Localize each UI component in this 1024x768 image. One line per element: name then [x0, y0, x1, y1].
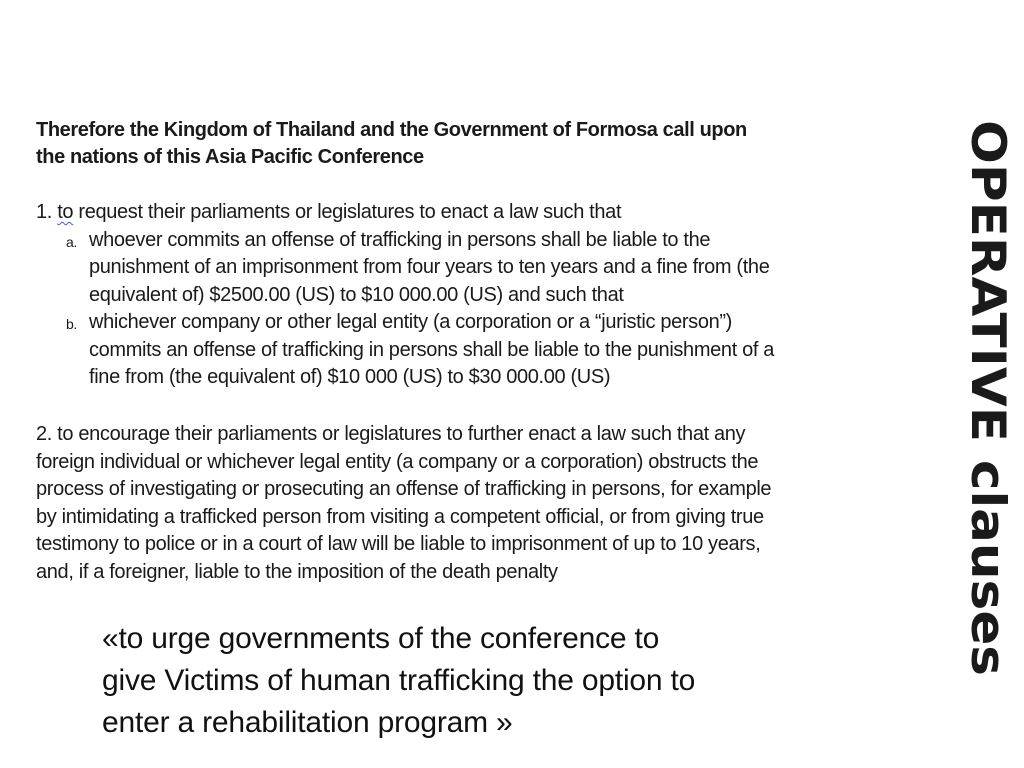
clause-1-intro-text: request their parliaments or legislatures to enact a law such that	[73, 201, 622, 223]
sub-item-b-marker: b.	[66, 316, 77, 332]
heading-line-2: the nations of this Asia Pacific Conference	[36, 146, 424, 168]
side-title	[958, 118, 1018, 678]
clause-1-word-to: to	[57, 201, 74, 223]
sub-item-a-line-1: whoever commits an offense of trafficking in persons shall be liable to the	[89, 228, 711, 251]
quote-line-2: give Victims of human trafficking the option to	[102, 664, 696, 697]
heading-line-1: Therefore the Kingdom of Thailand and the Government of Formosa call upon	[36, 119, 747, 141]
sub-item-a-line-3: equivalent of) $2500.00 (US) to $10 000.00 (US) and such that	[89, 283, 624, 306]
clause-2-line-3: process of investigating or prosecuting an offense of trafficking in persons, for example	[36, 478, 772, 501]
clause-2-line-2: foreign individual or whichever legal entity (a company or a corporation) obstructs the	[36, 450, 759, 473]
sub-item-b-line-1: whichever company or other legal entity (a corporation or a “juristic person”)	[89, 311, 732, 333]
sub-item-b-line-3: fine from (the equivalent of) $10 000 (US) to $30 000.00 (US)	[89, 366, 611, 388]
sub-item-b-line-2: commits an offense of trafficking in persons shall be liable to the punishment of a	[89, 338, 775, 361]
sub-item-b	[36, 309, 966, 392]
clause-2-line-1: 2. to encourage their parliaments or legislatures to further enact a law such that any	[36, 423, 746, 445]
sub-item-a-marker: a.	[66, 233, 77, 250]
side-title-text: OPERATIVE clauses	[960, 120, 1015, 627]
quote-line-1: «to urge governments of the conference to	[102, 622, 660, 655]
heading	[36, 117, 956, 171]
side-title-svg	[958, 118, 1018, 678]
sub-item-a	[36, 227, 966, 310]
clause-2-line-4: by intimidating a trafficked person from visiting a competent official, or from giving true	[36, 505, 764, 528]
quote-line-3: enter a rehabilitation program »	[102, 706, 513, 739]
clause-1	[36, 199, 966, 392]
sub-item-a-line-2: punishment of an imprisonment from four years to ten years and a fine from (the	[89, 256, 770, 278]
clause-1-intro	[36, 199, 966, 227]
clause-1-number: 1.	[36, 201, 52, 223]
clause-2	[36, 421, 971, 587]
clause-2-line-6: and, if a foreigner, liable to the imposition of the death penalty	[36, 560, 558, 583]
clause-2-line-5: testimony to police or in a court of law will be liable to imprisonment of up to 10 years,	[36, 533, 761, 556]
quote	[102, 618, 862, 744]
